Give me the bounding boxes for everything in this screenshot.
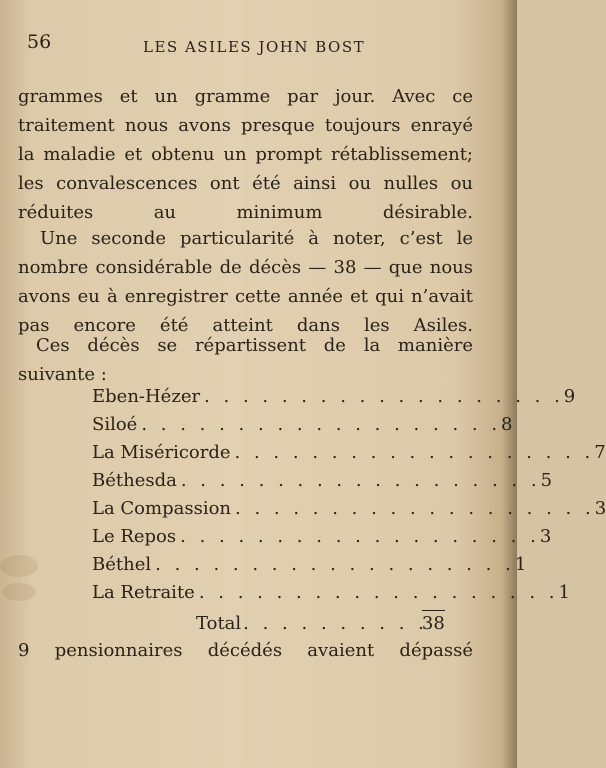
death-count: 9 (563, 386, 576, 407)
death-count: 7 (594, 442, 606, 463)
paper-stain (2, 583, 36, 601)
dot-leader: . . . . . . . . . . . . . . . . . . . (204, 386, 564, 407)
page-number: 56 (27, 31, 52, 53)
dot-leader: . . . . . . . . . . . . . . . . . . . (180, 526, 540, 547)
paragraph-4: 9 pensionnaires décédés avaient dépassé (18, 640, 473, 661)
death-count: 5 (540, 470, 553, 491)
paragraph-2: Une seconde particularité à noter, c’est le nombre considérable de décès — 38 — que nous avons eu à enregistrer cette année et qui n’avait pas encore été atteint dans les Asiles. (18, 228, 473, 336)
death-count: 8 (501, 414, 513, 435)
death-count: 1 (558, 582, 570, 603)
asylum-name: Siloé (92, 414, 138, 435)
total-value: 38 (422, 610, 445, 634)
table-row (92, 498, 606, 526)
paragraph-1: grammes et un gramme par jour. Avec ce traitement nous avons presque toujours enrayé la maladie et obtenu un prompt rétablissement; les convalescences ont été ainsi ou nulles ou réduites au minimum désirable. (18, 86, 473, 223)
table-row (92, 554, 527, 582)
asylum-name: La Miséricorde (92, 442, 231, 463)
dot-leader: . . . . . . . . . . . . . . . . . . . (235, 498, 595, 519)
dot-leader: . . . . . . . . . . . . . . . . . . . (141, 414, 502, 435)
table-row (92, 414, 513, 442)
asylum-name: Eben-Hézer (92, 386, 201, 407)
asylum-name: La Retraite (92, 582, 195, 603)
table-row (92, 470, 553, 498)
dot-leader: . . . . . . . . . . . . . . . . . . . (180, 470, 541, 491)
death-count: 3 (594, 498, 606, 519)
death-count: 1 (514, 554, 527, 575)
asylum-name: Le Repos (92, 526, 177, 547)
table-row (92, 442, 606, 470)
asylum-name: Béthel (92, 554, 152, 575)
deaths-table (92, 386, 606, 640)
dot-leader: . . . . . . . . . . . . . . . . . . . (155, 554, 515, 575)
table-row (92, 526, 552, 554)
asylum-name: La Compassion (92, 498, 231, 519)
running-head: LES ASILES JOHN BOST (143, 38, 366, 56)
dot-leader: . . . . . . . . . . . . . . . . . . . (198, 582, 559, 603)
table-row (92, 582, 570, 610)
dot-leader: . . . . . . . . . . . . . . . . . . . (234, 442, 595, 463)
paper-stain (0, 555, 38, 577)
total-label: Total (196, 613, 242, 634)
table-row (92, 386, 576, 414)
dot-leader: . . . . . . . . . . (243, 613, 428, 634)
paragraph-3: Ces décès se répartissent de la manière suivante : (18, 335, 473, 385)
asylum-name: Béthesda (92, 470, 177, 491)
death-count: 3 (539, 526, 552, 547)
